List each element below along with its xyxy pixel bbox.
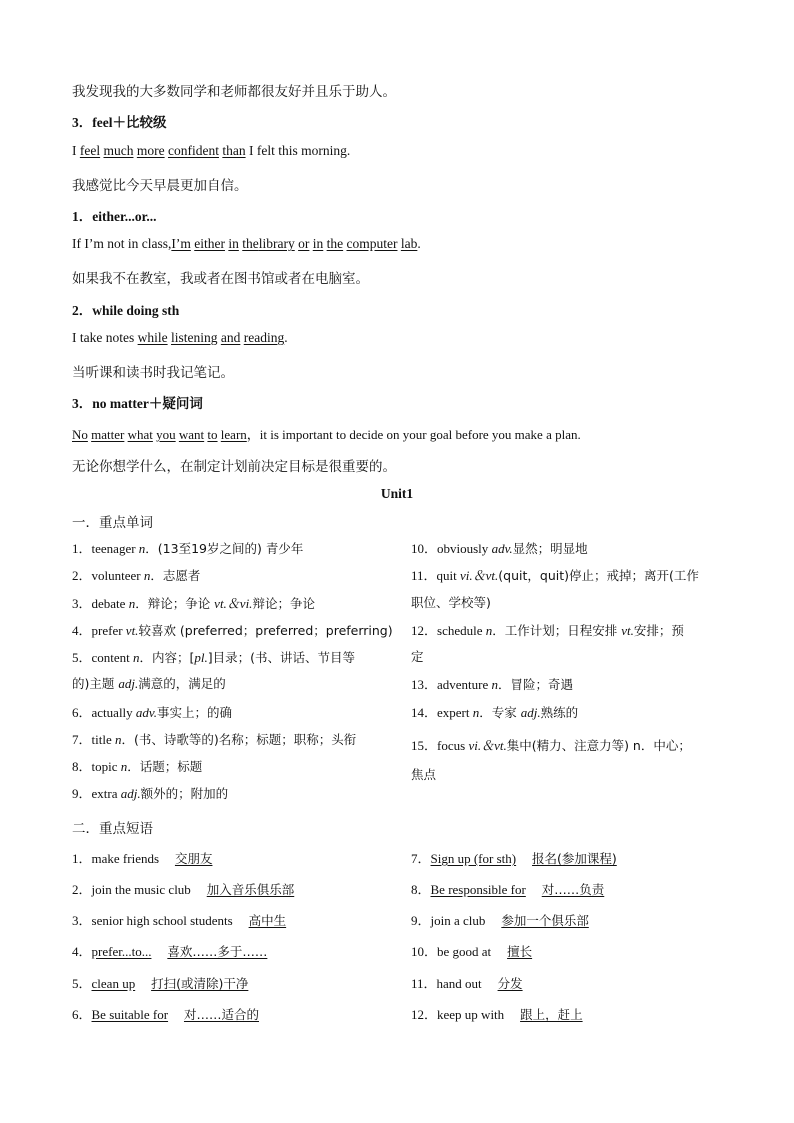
word-underlined: computer	[346, 236, 398, 251]
word: I take notes	[72, 330, 135, 345]
word-underlined: much	[103, 143, 134, 158]
word-underlined: want	[178, 427, 205, 442]
vocab-number: 7．	[72, 732, 92, 747]
phrase-english: join a club	[430, 913, 486, 928]
vocab-definition: ．辩论；争论	[135, 596, 215, 611]
word-underlined: and	[220, 330, 241, 345]
vocab-pos: adj.	[120, 786, 141, 801]
word: I	[72, 143, 77, 158]
vocab-item	[411, 765, 436, 783]
vocab-number: 12．	[411, 623, 438, 638]
word-underlined: the	[242, 236, 259, 251]
phrase-gap	[491, 944, 507, 959]
vocab-pos: adv.	[135, 705, 157, 720]
vocab-word: debate	[91, 596, 129, 611]
vocab-pos: n	[138, 541, 146, 556]
vocab-number: 14．	[411, 705, 438, 720]
vocab-definition: 安排；预	[633, 623, 684, 638]
vocab-item	[72, 647, 355, 666]
phrase-chinese: 对……适合的	[183, 1007, 259, 1022]
vocab-definition: ．专家	[479, 705, 521, 720]
phrase-number: 9．	[411, 913, 431, 928]
word-underlined: what	[127, 427, 153, 442]
vocab-item	[411, 735, 691, 754]
vocab-item	[72, 538, 303, 557]
sentence-translation-4: 当听课和读书时我记笔记。	[72, 365, 234, 381]
word: I felt this morning.	[248, 143, 351, 158]
phrase-item	[411, 941, 532, 960]
vocab-definition: 集中(精力、注意力等) n．中心；	[506, 738, 691, 753]
word: .	[417, 236, 421, 251]
word-underlined: the	[326, 236, 344, 251]
vocab-definition: 辩论；争论	[252, 596, 315, 611]
phrase-gap	[516, 851, 532, 866]
example-sentence-feel	[72, 143, 350, 159]
phrase-item	[72, 1004, 259, 1023]
phrase-gap	[485, 913, 501, 928]
word-underlined: library	[258, 236, 295, 251]
word-underlined: or	[298, 236, 310, 251]
vocab-word: obviously	[437, 541, 492, 556]
section-title-phrases: 二．重点短语	[72, 821, 153, 837]
word-underlined: to	[207, 427, 218, 442]
phrase-chinese: 对……负责	[541, 882, 605, 897]
phrase-english: senior high school students	[91, 913, 233, 928]
word-underlined: listening	[170, 330, 218, 345]
word: ，it is important to decide on your goal before you make a plan.	[246, 427, 581, 442]
word-underlined: either	[194, 236, 225, 251]
vocab-definition: ．(书、诗歌等的)名称；标题；职称；头衔	[121, 732, 357, 747]
word-underlined: reading	[243, 330, 285, 345]
phrase-gap	[526, 882, 542, 897]
word-underlined: confident	[167, 143, 219, 158]
vocab-number: 13．	[411, 677, 438, 692]
vocab-definition: 职位、学校等)	[411, 595, 491, 610]
vocab-item	[72, 674, 226, 692]
phrase-number: 11．	[411, 976, 437, 991]
vocab-pos: n	[472, 705, 480, 720]
example-sentence-either	[72, 236, 421, 252]
vocab-word: actually	[91, 705, 136, 720]
example-sentence-while	[72, 330, 288, 346]
vocab-item	[72, 593, 315, 612]
phrase-number: 10．	[411, 944, 438, 959]
vocab-pos: n	[114, 732, 122, 747]
vocab-definition: 定	[411, 649, 424, 664]
phrase-chinese: 高中生	[248, 913, 287, 928]
vocab-definition: ．冒险；奇遇	[498, 677, 574, 692]
vocab-pos: n	[491, 677, 499, 692]
phrase-gap	[233, 913, 249, 928]
phrase-item	[72, 973, 248, 992]
vocab-pos: n	[143, 568, 151, 583]
grammar-heading-no-matter: 3．no matter＋疑问词	[72, 396, 203, 411]
phrase-chinese: 报名(参加课程)	[532, 851, 617, 866]
vocab-definition: 熟练的	[540, 705, 579, 720]
word-underlined: No	[72, 427, 88, 442]
word-underlined: lab	[400, 236, 418, 251]
vocab-item	[72, 565, 200, 584]
phrase-gap	[168, 1007, 184, 1022]
phrase-chinese: 喜欢……多于……	[167, 944, 268, 959]
phrase-gap	[151, 944, 167, 959]
word: If I’m not in class,	[72, 236, 172, 251]
vocab-word: schedule	[437, 623, 486, 638]
vocab-pos: vt.	[621, 623, 634, 638]
vocab-word: topic	[91, 759, 121, 774]
vocab-word: quit	[436, 568, 461, 583]
phrase-gap	[191, 882, 207, 897]
phrase-item	[411, 879, 604, 898]
phrase-gap	[159, 851, 175, 866]
vocab-pos: vt.	[125, 623, 139, 638]
sentence-translation-5: 无论你想学什么，在制定计划前决定目标是很重要的。	[72, 459, 396, 475]
phrase-item	[72, 848, 212, 867]
vocab-definition: ．志愿者	[150, 568, 201, 583]
phrase-item	[411, 848, 617, 867]
vocab-definition: (quit，quit)停止；戒掉；离开(工作	[498, 568, 699, 583]
vocab-word: title	[91, 732, 115, 747]
vocab-number: 1．	[72, 541, 92, 556]
vocab-definition: ．话题；标题	[127, 759, 203, 774]
phrase-number: 1．	[72, 851, 92, 866]
section-title-vocabulary: 一．重点单词	[72, 515, 153, 531]
example-sentence-no-matter	[72, 424, 581, 443]
vocab-number: 3．	[72, 596, 92, 611]
word-underlined: than	[222, 143, 246, 158]
sentence-translation-1: 我发现我的大多数同学和老师都很友好并且乐于助人。	[72, 84, 396, 100]
vocab-item	[72, 783, 228, 802]
vocab-item	[411, 593, 491, 611]
phrase-english: join the music club	[91, 882, 191, 897]
vocab-item	[72, 729, 356, 748]
word-underlined: learn	[220, 427, 247, 442]
phrase-chinese: 参加一个俱乐部	[501, 913, 589, 928]
vocab-item	[72, 620, 393, 639]
vocab-pos: n	[128, 596, 136, 611]
vocab-word: expert	[437, 705, 473, 720]
vocab-definition: 焦点	[411, 767, 437, 782]
phrase-english: prefer...to...	[91, 944, 152, 959]
phrase-item	[411, 1004, 583, 1023]
vocab-item	[411, 538, 588, 557]
phrase-english: Be responsible for	[430, 882, 526, 897]
vocab-word: volunteer	[91, 568, 144, 583]
phrase-chinese: 跟上，赶上	[520, 1007, 583, 1022]
phrase-number: 8．	[411, 882, 431, 897]
vocab-pos: adj.	[118, 676, 139, 691]
phrase-number: 12．	[411, 1007, 438, 1022]
phrase-english: keep up with	[437, 1007, 505, 1022]
phrase-number: 2．	[72, 882, 92, 897]
vocab-word: adventure	[437, 677, 492, 692]
word-underlined: more	[136, 143, 165, 158]
vocab-number: 2．	[72, 568, 92, 583]
vocab-number: 9．	[72, 786, 92, 801]
phrase-chinese: 擅长	[507, 944, 533, 959]
vocab-item	[411, 647, 424, 665]
phrase-number: 6．	[72, 1007, 92, 1022]
phrase-english: make friends	[91, 851, 160, 866]
vocab-word: prefer	[91, 623, 126, 638]
grammar-heading-feel	[72, 111, 166, 131]
phrase-number: 7．	[411, 851, 431, 866]
vocab-item	[411, 702, 578, 721]
phrase-gap	[482, 976, 498, 991]
phrase-english: hand out	[436, 976, 482, 991]
vocab-definition: 显然；明显地	[512, 541, 588, 556]
phrase-item	[72, 910, 286, 929]
word-underlined: matter	[91, 427, 125, 442]
word-underlined: in	[228, 236, 239, 251]
vocab-number: 4．	[72, 623, 92, 638]
vocab-item	[411, 674, 573, 693]
vocab-definition: ]目录；(书、讲话、节目等	[207, 650, 356, 665]
vocab-item	[72, 702, 232, 721]
vocab-word: content	[91, 650, 134, 665]
vocab-item	[72, 756, 202, 775]
word-underlined: feel	[79, 143, 101, 158]
vocab-number: 11．	[411, 568, 437, 583]
vocab-pos: n	[120, 759, 128, 774]
vocab-number: 15．	[411, 738, 438, 753]
word-underlined: while	[137, 330, 168, 345]
grammar-heading-text: 3．feel＋比较级	[72, 115, 167, 130]
vocab-number: 6．	[72, 705, 92, 720]
phrase-chinese: 打扫(或清除)干净	[151, 976, 249, 991]
vocab-number: 10．	[411, 541, 438, 556]
vocab-definition: 事实上；的确	[156, 705, 232, 720]
phrase-number: 4．	[72, 944, 92, 959]
vocab-pos: vi.＆vt.	[468, 738, 507, 753]
word-underlined: in	[312, 236, 324, 251]
vocab-pos: adv.	[491, 541, 513, 556]
vocab-pos: vt.＆vi.	[214, 596, 253, 611]
phrase-number: 5．	[72, 976, 92, 991]
vocab-number: 5．	[72, 650, 92, 665]
phrase-item	[411, 973, 523, 992]
phrase-item	[72, 879, 294, 898]
phrase-chinese: 分发	[497, 976, 523, 991]
phrase-item	[411, 910, 589, 929]
phrase-chinese: 加入音乐俱乐部	[206, 882, 295, 897]
phrase-english: Be suitable for	[91, 1007, 169, 1022]
vocab-definition: 额外的；附加的	[140, 786, 229, 801]
vocab-word: extra	[91, 786, 121, 801]
unit-title: Unit1	[380, 486, 414, 501]
phrase-english: be good at	[437, 944, 492, 959]
vocab-definition: ．(13至19岁之间的) 青少年	[145, 541, 304, 556]
vocab-pos: n	[485, 623, 493, 638]
vocab-definition: 满意的，满足的	[138, 676, 226, 691]
word: .	[284, 330, 288, 345]
phrase-chinese: 交朋友	[174, 851, 213, 866]
vocab-pos: n	[133, 650, 140, 665]
vocab-item	[411, 620, 684, 639]
grammar-heading-while: 2．while doing sth	[72, 303, 180, 318]
vocab-number: 8．	[72, 759, 92, 774]
phrase-gap	[135, 976, 151, 991]
vocab-item	[411, 565, 699, 584]
vocab-definition: 的)主题	[72, 676, 119, 691]
phrase-item	[72, 941, 267, 960]
word-underlined: you	[156, 427, 176, 442]
sentence-translation-2: 我感觉比今天早晨更加自信。	[72, 178, 248, 194]
phrase-gap	[504, 1007, 520, 1022]
vocab-pos: pl.	[194, 650, 208, 665]
phrase-number: 3．	[72, 913, 92, 928]
phrase-english: clean up	[91, 976, 136, 991]
vocab-definition: ．内容；[	[139, 650, 195, 665]
vocab-word: teenager	[91, 541, 139, 556]
vocab-definition: ．工作计划；日程安排	[492, 623, 622, 638]
grammar-heading-either: 1．either...or...	[72, 209, 157, 224]
vocab-pos: adj.	[520, 705, 541, 720]
word-underlined: I’m	[171, 236, 191, 251]
vocab-word: focus	[437, 738, 469, 753]
vocab-pos: vi.＆vt.	[460, 568, 499, 583]
vocab-definition: 较喜欢 (preferred；preferred；preferring)	[138, 623, 393, 638]
sentence-translation-3: 如果我不在教室，我或者在图书馆或者在电脑室。	[72, 271, 369, 287]
phrase-english: Sign up (for sth)	[430, 851, 517, 866]
